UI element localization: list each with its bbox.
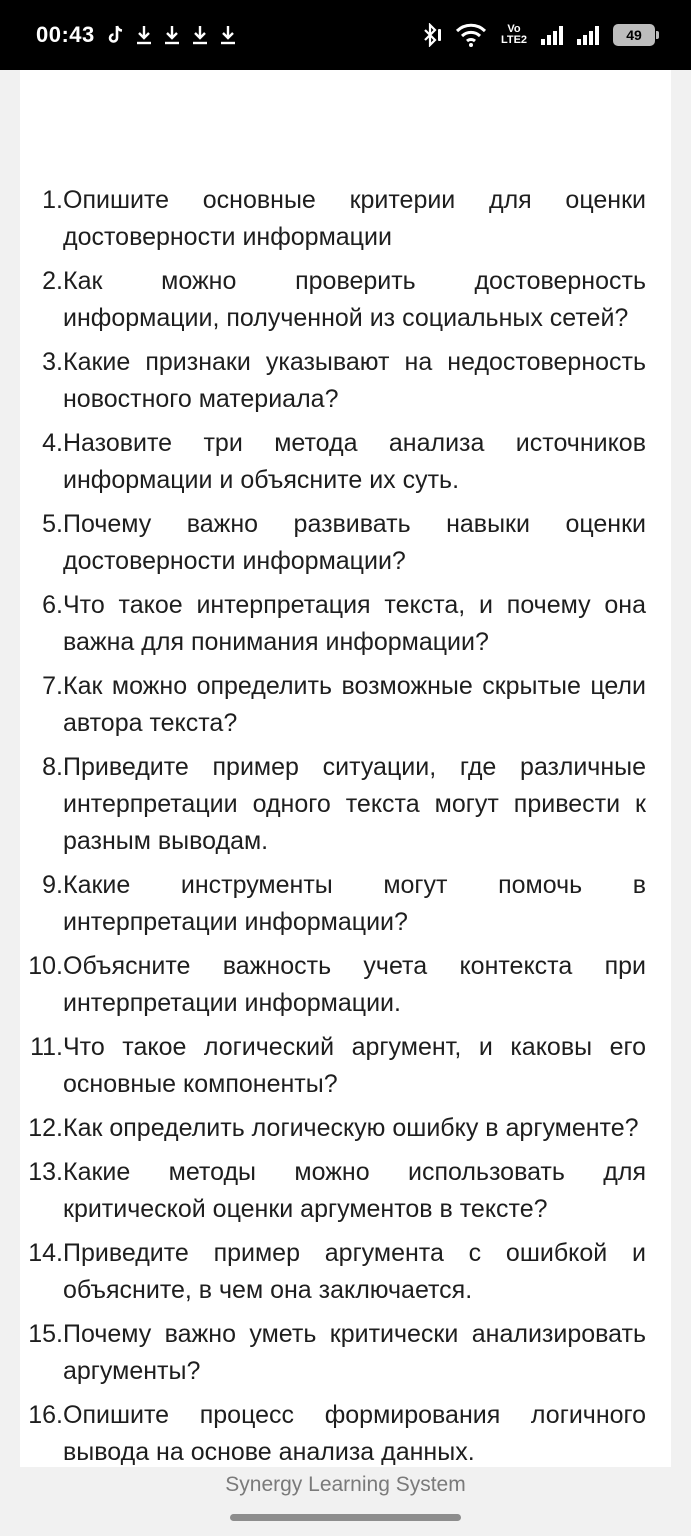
question-text: Почему важно уметь критически анализировать аргументы? — [63, 1320, 646, 1385]
list-item — [20, 749, 671, 860]
wifi-icon — [455, 23, 487, 47]
list-item — [20, 1110, 671, 1147]
question-text: Опишите основные критерии для оценки достоверности информации — [63, 186, 646, 251]
question-text: Как определить логическую ошибку в аргументе? — [63, 1114, 639, 1142]
document-page — [20, 70, 671, 1467]
battery-indicator: 49 — [613, 24, 655, 46]
notification-icons — [107, 25, 237, 45]
question-number: 9. — [42, 871, 63, 899]
list-item — [20, 668, 671, 742]
list-item — [20, 425, 671, 499]
question-text: Какие инструменты могут помочь в интерпретации информации? — [63, 871, 646, 936]
question-number: 6. — [42, 591, 63, 619]
lte-label: Vo LTE2 — [500, 23, 528, 46]
download-icon — [135, 25, 153, 45]
list-item — [20, 867, 671, 941]
footer-label: Synergy Learning System — [225, 1473, 466, 1496]
question-text: Что такое логический аргумент, и каковы его основные компоненты? — [63, 1033, 646, 1098]
question-number: 1. — [42, 186, 63, 214]
question-text: Что такое интерпретация текста, и почему она важна для понимания информации? — [63, 591, 646, 656]
question-number: 5. — [42, 510, 63, 538]
signal-icon — [541, 25, 565, 45]
question-text: Какие методы можно использовать для критической оценки аргументов в тексте? — [63, 1158, 646, 1223]
question-text: Приведите пример аргумента с ошибкой и объясните, в чем она заключается. — [63, 1239, 646, 1304]
question-number: 7. — [42, 672, 63, 700]
question-number: 12. — [28, 1114, 63, 1142]
list-item — [20, 1029, 671, 1103]
question-number: 14. — [28, 1239, 63, 1267]
download-icon — [219, 25, 237, 45]
question-number: 8. — [42, 753, 63, 781]
question-text: Какие признаки указывают на недостоверность новостного материала? — [63, 348, 646, 413]
question-list — [20, 182, 671, 1478]
question-number: 2. — [42, 267, 63, 295]
list-item — [20, 263, 671, 337]
status-right — [421, 23, 655, 47]
list-item — [20, 344, 671, 418]
list-item — [20, 1235, 671, 1309]
list-item — [20, 1316, 671, 1390]
download-icon — [191, 25, 209, 45]
question-number: 4. — [42, 429, 63, 457]
question-text: Опишите процесс формирования логичного вывода на основе анализа данных. — [63, 1401, 646, 1466]
list-item — [20, 948, 671, 1022]
question-number: 13. — [28, 1158, 63, 1186]
download-icon — [163, 25, 181, 45]
question-text: Как можно определить возможные скрытые цели автора текста? — [63, 672, 646, 737]
tiktok-icon — [107, 25, 125, 45]
signal-icon — [577, 25, 601, 45]
status-left — [36, 22, 237, 48]
question-number: 3. — [42, 348, 63, 376]
list-item — [20, 1397, 671, 1471]
question-number: 11. — [30, 1033, 63, 1061]
gesture-nav-handle[interactable] — [230, 1514, 461, 1521]
clock: 00:43 — [36, 22, 95, 47]
status-bar — [0, 0, 691, 70]
list-item — [20, 182, 671, 256]
list-item — [20, 1154, 671, 1228]
question-text: Как можно проверить достоверность информации, полученной из социальных сетей? — [63, 267, 646, 332]
question-number: 16. — [28, 1401, 63, 1429]
list-item — [20, 506, 671, 580]
question-number: 10. — [28, 952, 63, 980]
question-text: Почему важно развивать навыки оценки достоверности информации? — [63, 510, 646, 575]
question-number: 15. — [28, 1320, 63, 1348]
question-text: Объясните важность учета контекста при интерпретации информации. — [63, 952, 646, 1017]
bluetooth-icon — [421, 23, 443, 47]
list-item — [20, 587, 671, 661]
question-text: Назовите три метода анализа источников информации и объясните их суть. — [63, 429, 646, 494]
question-text: Приведите пример ситуации, где различные интерпретации одного текста могут привести к разным выводам. — [63, 753, 646, 855]
